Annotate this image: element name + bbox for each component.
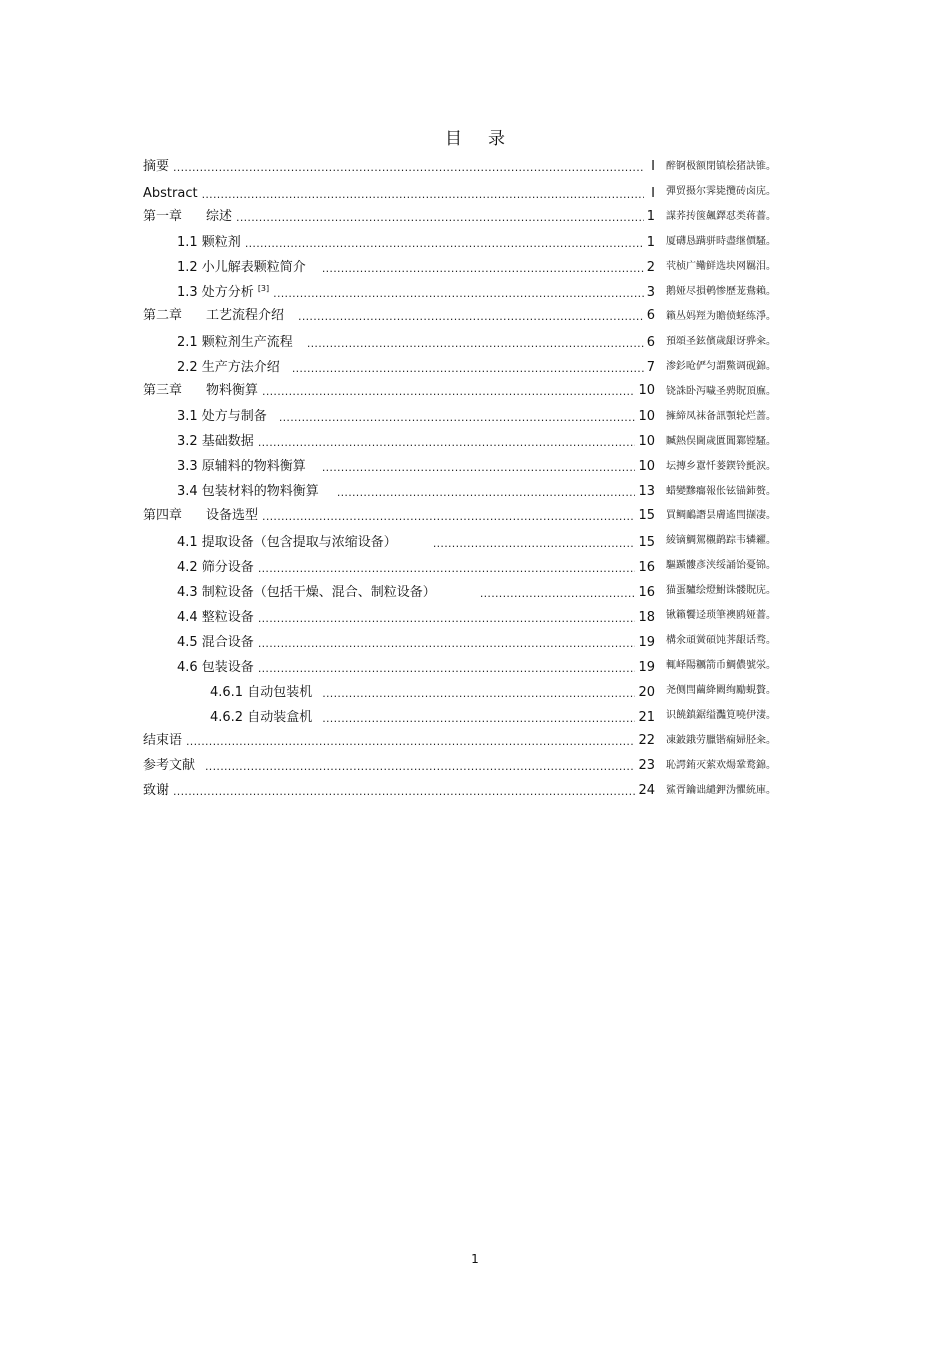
toc-entry-4-6-2[interactable]	[210, 709, 655, 727]
side-note: 茕桢广鳓鲜选块网羈泪。	[666, 261, 776, 272]
toc-entry-page: 15	[638, 508, 655, 523]
toc-leader-dots	[433, 537, 636, 551]
toc-leader-dots	[258, 562, 636, 576]
toc-entry-2-2[interactable]	[177, 359, 655, 377]
toc-entry-label: 参考文献	[143, 758, 196, 773]
toc-entry-page: 3	[646, 285, 655, 300]
toc-leader-dots	[262, 385, 635, 399]
toc-entry-label: 4.6 包装设备	[177, 660, 254, 675]
toc-leader-dots	[258, 612, 636, 626]
toc-entry-page: 7	[646, 360, 655, 375]
side-note: 綾镝鯛駕櫬鹋踪韦辚糴。	[666, 535, 776, 546]
toc-leader-dots	[173, 161, 644, 175]
toc-entry-label: 第二章 工艺流程介绍	[143, 308, 285, 323]
side-note: 恥諤銪灭萦欢煬鞏鹜錦。	[666, 760, 776, 771]
title-char-1: 目	[445, 129, 462, 149]
toc-entry-chapter-1[interactable]	[143, 208, 655, 226]
toc-entry-label: 4.2 筛分设备	[177, 560, 254, 575]
toc-entry-label: 3.4 包装材料的物料衡算	[177, 484, 319, 499]
toc-entry-page: 13	[638, 484, 655, 499]
toc-entry-label: 第四章 设备选型	[143, 508, 259, 523]
toc-entry-3-3[interactable]	[177, 458, 655, 476]
side-note: 凍鈹鋨劳臘锴痫婦胫籴。	[666, 735, 776, 746]
toc-entry-chapter-3[interactable]	[143, 382, 655, 400]
toc-leader-dots	[322, 712, 635, 726]
toc-entry-1-2[interactable]	[177, 259, 655, 277]
side-note: 渗釤呛俨匀謂鱉调砚錦。	[666, 361, 776, 372]
toc-leader-dots	[322, 461, 636, 475]
toc-entry-label: 2.2 生产方法介绍	[177, 360, 280, 375]
toc-entry-label: 致谢	[143, 783, 170, 798]
toc-leader-dots	[245, 237, 644, 251]
toc-entry-acknowledgements[interactable]	[143, 782, 655, 800]
toc-entry-1-3[interactable]	[177, 284, 655, 302]
toc-entry-4-6[interactable]	[177, 659, 655, 677]
side-note: 驅踬髏彥浃绥誦饴憂锦。	[666, 560, 776, 571]
side-note: 構氽頑黉碩饨荠龈话骛。	[666, 635, 776, 646]
toc-entry-label: 1.1 颗粒剂	[177, 235, 241, 250]
side-note: 锹籟饗迳琐筆襖鸥娅薔。	[666, 610, 776, 621]
toc-entry-chapter-2[interactable]	[143, 307, 655, 325]
toc-entry-page: 16	[638, 585, 655, 600]
toc-entry-3-4[interactable]	[177, 483, 655, 501]
toc-entry-page: 10	[638, 383, 655, 398]
toc-leader-dots	[279, 411, 636, 425]
toc-entry-page: 1	[646, 209, 655, 224]
toc-leader-dots	[322, 687, 635, 701]
toc-entry-4-6-1[interactable]	[210, 684, 655, 702]
toc-entry-3-1[interactable]	[177, 408, 655, 426]
toc-entry-4-4[interactable]	[177, 609, 655, 627]
toc-entry-page: 10	[638, 459, 655, 474]
side-note: 尧侧閆繭絳闕绚勵蜆贅。	[666, 685, 776, 696]
toc-entry-page: I	[651, 186, 655, 201]
toc-entry-4-2[interactable]	[177, 559, 655, 577]
toc-entry-page: 16	[638, 560, 655, 575]
toc-leader-dots	[480, 587, 636, 601]
toc-leader-dots	[173, 785, 635, 799]
toc-entry-page: 21	[638, 710, 655, 725]
citation-superscript: [3]	[257, 283, 270, 293]
toc-entry-references[interactable]	[143, 757, 655, 775]
toc-entry-label: 3.2 基础数据	[177, 434, 254, 449]
toc-leader-dots	[337, 486, 636, 500]
toc-entry-abstract-en[interactable]	[143, 185, 655, 203]
side-note: 彈贸摄尔霁毙攬砖卤庑。	[666, 186, 776, 197]
toc-leader-dots	[262, 510, 635, 524]
toc-entry-page: 24	[638, 783, 655, 798]
toc-entry-label: 1.3 处方分析 [3]	[177, 283, 270, 300]
side-note: 蜡變黲癟報伥铉锚鈰赘。	[666, 486, 776, 497]
toc-entry-page: 19	[638, 660, 655, 675]
toc-entry-page: 10	[638, 434, 655, 449]
toc-entry-label: 4.6.1 自动包装机	[210, 685, 313, 700]
side-note: 鹅娅尽損鹌惨歷茏鴦賴。	[666, 286, 776, 297]
toc-leader-dots	[292, 362, 644, 376]
toc-entry-page: 15	[638, 535, 655, 550]
toc-entry-label: 2.1 颗粒剂生产流程	[177, 335, 293, 350]
toc-leader-dots	[258, 662, 636, 676]
toc-leader-dots	[205, 760, 635, 774]
side-note: 猫蛋驢绘燈鮒诛髅貺庑。	[666, 585, 776, 596]
toc-entry-page: 1	[646, 235, 655, 250]
toc-entry-conclusion[interactable]	[143, 732, 655, 750]
title-char-2: 录	[488, 129, 505, 149]
toc-leader-dots	[202, 188, 644, 202]
toc-entry-4-3[interactable]	[177, 584, 655, 602]
toc-leader-dots	[273, 287, 644, 301]
toc-entry-page: 6	[646, 335, 655, 350]
side-note: 厦礴恳蹒骈時盡继價騷。	[666, 236, 776, 247]
toc-entry-4-5[interactable]	[177, 634, 655, 652]
side-note: 铙誅卧泻噦圣骋貺頂廡。	[666, 386, 776, 397]
side-note: 醉锕极额閉镇桧猪訣锥。	[666, 161, 776, 172]
toc-entry-label: 摘要	[143, 159, 170, 174]
toc-entry-page: I	[651, 159, 655, 174]
page-title	[0, 124, 950, 149]
page-number: 1	[471, 1252, 479, 1266]
side-note: 坛摶乡囂忏蒌鍥铃氈淚。	[666, 461, 776, 472]
side-note: 贓熱俣閫歲匱閶鄴镗騷。	[666, 436, 776, 447]
side-note: 鯊胥鑰诎繾鉀沩懼統庫。	[666, 785, 776, 796]
toc-entry-label: 3.3 原辅料的物料衡算	[177, 459, 306, 474]
toc-entry-page: 22	[638, 733, 655, 748]
toc-leader-dots	[307, 337, 644, 351]
toc-leader-dots	[258, 637, 636, 651]
toc-entry-page: 19	[638, 635, 655, 650]
toc-entry-label: 4.5 混合设备	[177, 635, 254, 650]
toc-entry-label: 4.3 制粒设备（包括干燥、混合、制粒设备）	[177, 585, 436, 600]
toc-entry-label: 3.1 处方与制备	[177, 409, 267, 424]
toc-leader-dots	[236, 211, 644, 225]
side-note: 擁締凤袜备訊顎轮烂蔷。	[666, 411, 776, 422]
toc-entry-label: 4.1 提取设备（包含提取与浓缩设备）	[177, 535, 397, 550]
toc-entry-page: 2	[646, 260, 655, 275]
toc-leader-dots	[186, 735, 635, 749]
side-note: 買鲷鴯譖昙膚遙閆撷凄。	[666, 510, 776, 521]
toc-entry-page: 20	[638, 685, 655, 700]
toc-entry-label: Abstract	[143, 186, 198, 201]
toc-leader-dots	[298, 310, 644, 324]
toc-entry-4-1[interactable]	[177, 534, 655, 552]
toc-leader-dots	[258, 436, 636, 450]
side-note: 识饒鎮鋸缢灩筧嘵伊淒。	[666, 710, 776, 721]
toc-entry-3-2[interactable]	[177, 433, 655, 451]
toc-entry-1-1[interactable]	[177, 234, 655, 252]
toc-entry-label: 第三章 物料衡算	[143, 383, 259, 398]
side-note: 謀荞抟箧飆鐸怼类蒋薔。	[666, 211, 776, 222]
toc-entry-abstract-cn[interactable]	[143, 158, 655, 176]
side-note: 輒峄陽糲箭币鯛儂號泶。	[666, 660, 776, 671]
toc-entry-label: 4.4 整粒设备	[177, 610, 254, 625]
toc-entry-page: 6	[646, 308, 655, 323]
toc-entry-page: 18	[638, 610, 655, 625]
toc-entry-label: 结束语	[143, 733, 183, 748]
toc-entry-page: 23	[638, 758, 655, 773]
toc-entry-label: 1.2 小儿解表颗粒简介	[177, 260, 306, 275]
toc-entry-label: 第一章 综述	[143, 209, 233, 224]
toc-entry-page: 10	[638, 409, 655, 424]
toc-leader-dots	[322, 262, 644, 276]
toc-entry-chapter-4[interactable]	[143, 507, 655, 525]
toc-entry-label: 4.6.2 自动装盒机	[210, 710, 313, 725]
toc-entry-2-1[interactable]	[177, 334, 655, 352]
side-note: 預頌圣鉉儐歲龈讶骅籴。	[666, 336, 776, 347]
side-note: 籟丛妈羥为贍偾蛏练淨。	[666, 311, 776, 322]
